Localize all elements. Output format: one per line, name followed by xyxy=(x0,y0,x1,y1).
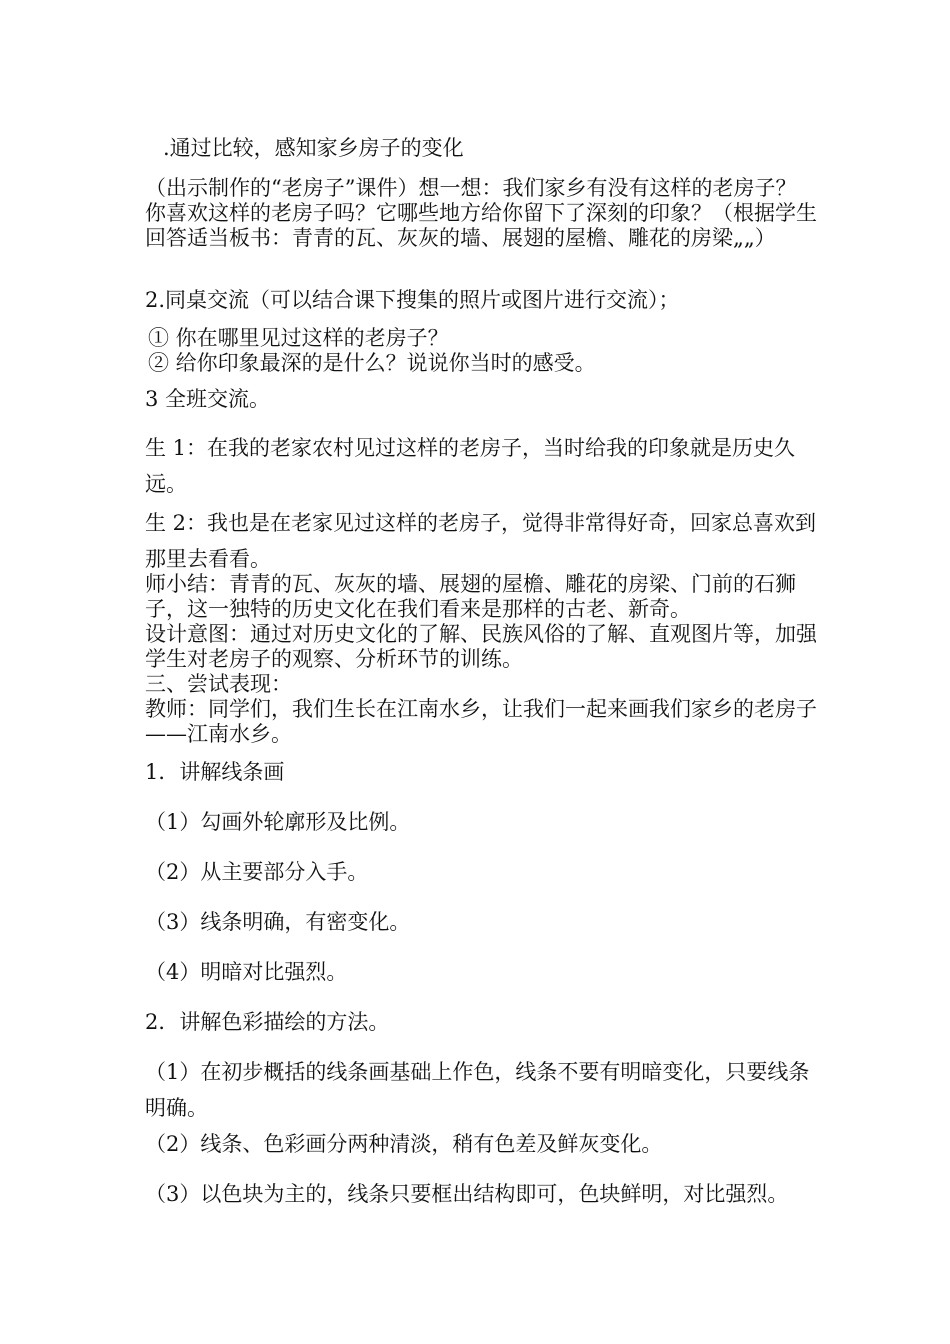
subheading-color-method: 2．讲解色彩描绘的方法。 xyxy=(145,1010,390,1034)
teacher-speech: 教师：同学们，我们生长在江南水乡，让我们一起来画我们家乡的老房子——江南水乡。 xyxy=(145,697,817,746)
line-drawing-step-1: （1）勾画外轮廓形及比例。 xyxy=(145,810,411,834)
line-drawing-step-3: （3）线条明确，有密变化。 xyxy=(145,910,411,934)
student-answer-2: 生 2：我也是在老家见过这样的老房子，觉得非常得好奇，回家总喜欢到那里去看看。 xyxy=(145,511,817,571)
line-drawing-step-4: （4）明暗对比强烈。 xyxy=(145,960,348,984)
question-item-1: ① 你在哪里见过这样的老房子？ xyxy=(148,326,449,350)
section-heading-compare: .通过比较，感知家乡房子的变化 xyxy=(163,136,464,160)
paragraph-courseware-intro: （出示制作的“老房子”课件）想一想：我们家乡有没有这样的老房子？你喜欢这样的老房子吗？它哪些地方给你留下了深刻的印象？（根据学生回答适当板书：青青的瓦、灰灰的墙、展翅的屋檐、雕花的房梁„„） xyxy=(145,176,817,250)
subheading-line-drawing: 1．讲解线条画 xyxy=(145,760,285,784)
teacher-summary: 师小结：青青的瓦、灰灰的墙、展翅的屋檐、雕花的房梁、门前的石狮子，这一独特的历史文化在我们看来是那样的古老、新奇。 xyxy=(145,572,796,621)
paragraph-class-exchange: 3 全班交流。 xyxy=(145,387,271,411)
question-item-2: ② 给你印象最深的是什么？说说你当时的感受。 xyxy=(148,351,596,375)
section-heading-try: 三、尝试表现： xyxy=(145,672,292,696)
line-drawing-step-2: （2）从主要部分入手。 xyxy=(145,860,369,884)
student-answer-1: 生 1：在我的老家农村见过这样的老房子，当时给我的印象就是历史久远。 xyxy=(145,436,796,496)
color-step-2: （2）线条、色彩画分两种清淡，稍有色差及鲜灰变化。 xyxy=(145,1132,663,1156)
design-intent: 设计意图：通过对历史文化的了解、民族风俗的了解、直观图片等，加强学生对老房子的观察、分析环节的训练。 xyxy=(145,622,817,671)
paragraph-desk-mate-exchange: 2.同桌交流（可以结合课下搜集的照片或图片进行交流）； xyxy=(145,288,680,312)
color-step-1: （1）在初步概括的线条画基础上作色，线条不要有明暗变化，只要线条明确。 xyxy=(145,1060,810,1120)
color-step-3: （3）以色块为主的，线条只要框出结构即可，色块鲜明，对比强烈。 xyxy=(145,1182,789,1206)
